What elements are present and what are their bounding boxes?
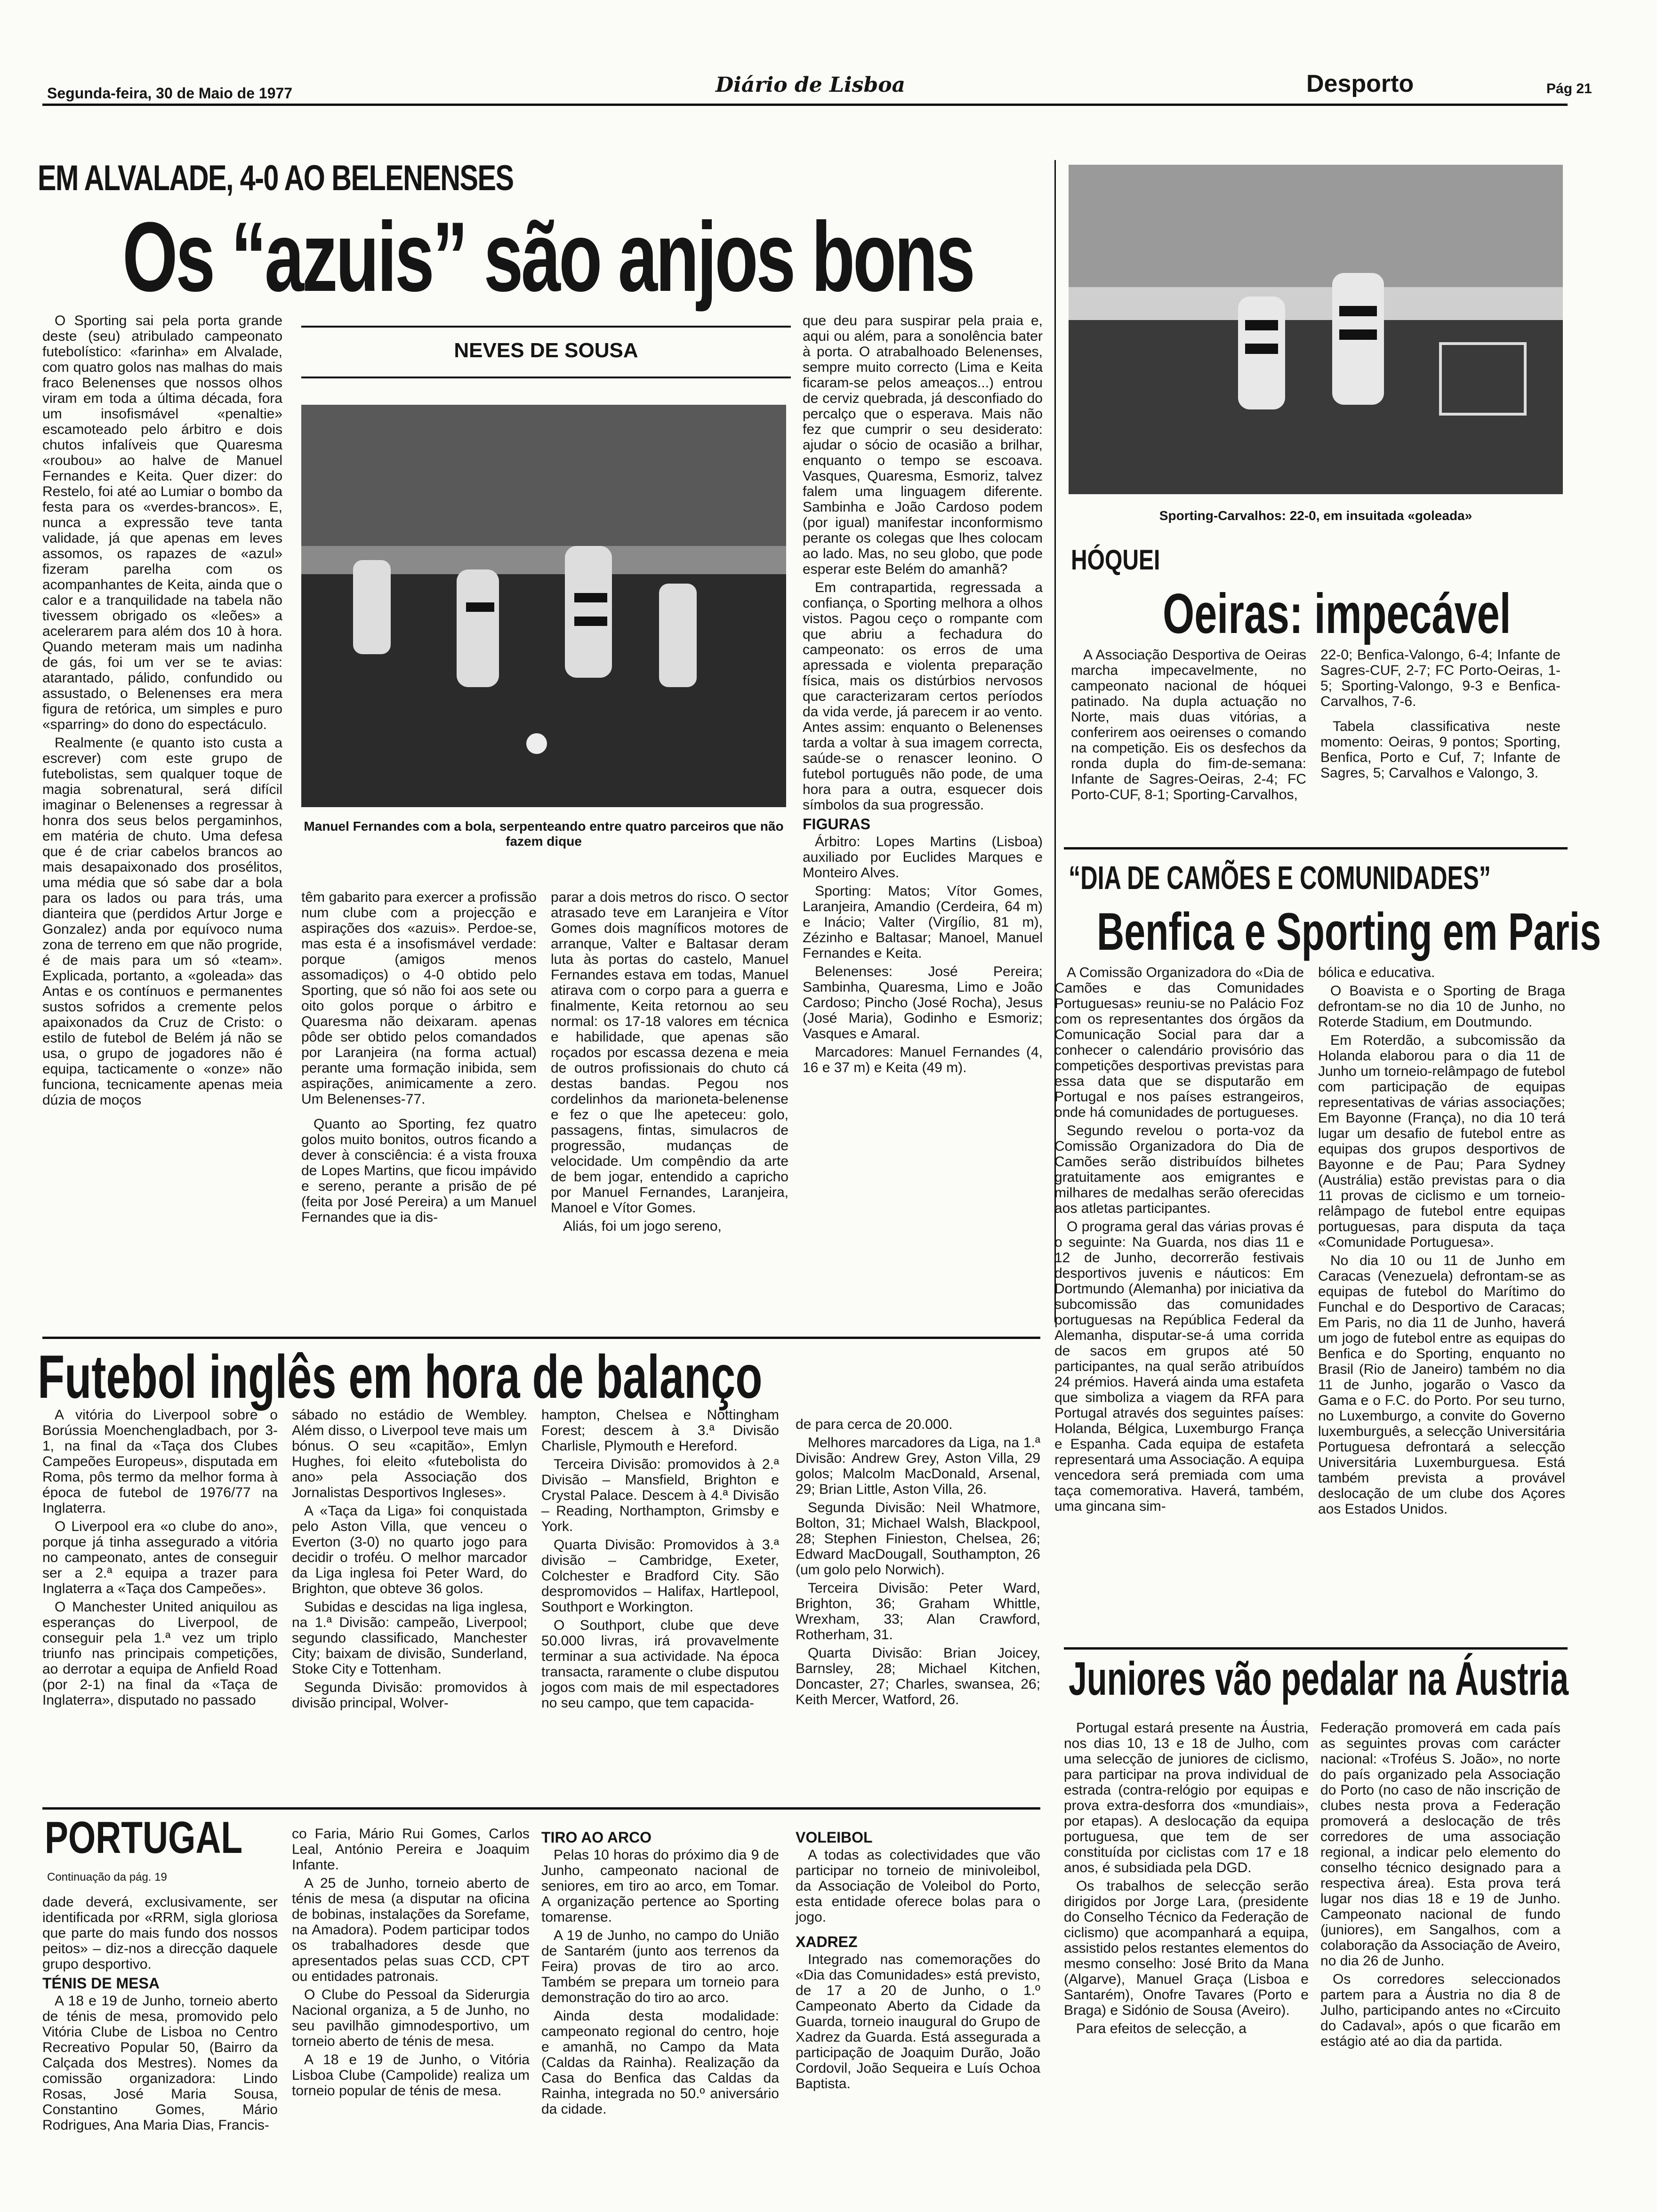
header-rule [42,104,1568,106]
section-name: Desporto [1306,70,1414,97]
paragraph: Quanto ao Sporting, fez quatro golos muito bonitos, outros ficando a dever à consciência: é a vista frouxa de Lopes Martins, que ficou impávido e sereno, perante a prisão de pé (feita por José Pereira) a um Manuel Fernandes que ia dis- [301,1116,537,1225]
paragraph: de para cerca de 20.000. [796,1417,953,1432]
figuras-line: Árbitro: Lopes Martins (Lisboa) auxiliado por Euclides Marques e Monteiro Alves. [803,834,1043,881]
paragraph: que deu para suspirar pela praia e, aqui ou além, para a sonolência bater à porta. O atrabalhoado Belenenses, sempre muito correcto (Lima e Keita ficaram-se pelos ameaços...) entrou de cerviz quebrada, já desconfiado do percalço que o esperava. Mais não fez que cumprir o seu desiderato: ajudar o sócio de ocasião a brilhar, enquanto o tempo se escoava. Vasques, Quaresma, Esmoriz, talvez falem uma linguagem diferente. Sambinha e João Cardoso podem (por igual) manifestar inconformismo perante os colegas que lhes colocam ao lado. Mas, no seu globo, que pode esperar este Belém do amanhã? [803,313,1043,577]
paragraph: O programa geral das várias provas é o seguinte: Na Guarda, nos dias 11 e 12 de Junho, decorrerão festivais desportivos juvenis e náuticos: Em Dortmundo (Alemanha) por iniciativa da subcomissão das comunidades portuguesas na República Federal da Alemanha, disputar-se-á uma corrida de sacos em grupos até 50 participantes, na qual serão atribuídos 24 prémios. Haverá ainda uma estafeta que simboliza a viagem da RFA para Portugal através dos seguintes países: Holanda, Bélgica, Luxemburgo França e Espanha. Cada equipa de estafeta representará uma Associação. A equipa vencedora será premiada com uma taça comemorativa. Haverá, também, uma gincana sim- [1054,1219,1304,1514]
section-rule [42,1807,1040,1810]
hockey-col-b [1320,647,1560,784]
paragraph: Para efeitos de selecção, a [1076,2021,1247,2036]
camoes-col-a [1054,965,1304,1517]
paragraph: Integrado nas comemorações do «Dia das Comunidades» está previsto, de 17 a 20 de Junho, o 1.º Campeonato Aberto da Cidade da Guarda, torneio inaugural do Grupo de Xadrez da Guarda. Está assegurada a participação de Joaquim Durão, João Cordovil, João Sequeira e Luís Ochoa Baptista. [796,1952,1040,2092]
main-col-2a [301,890,537,1228]
xadrez-heading: XADREZ [796,1933,858,1950]
figuras-heading: FIGURAS [803,816,870,833]
paragraph: Em Roterdão, a subcomissão da Holanda elaborou para o dia 11 de Junho um torneio-relâmpago de futebol com participação de equipas representativas de várias associações; Em Bayonne (França), no dia 10 terá lugar um desafio de futebol entre as equipas dos grupos desportivos de Bayonne e de Pau; Para Sydney (Austrália) estão previstas para o dia 11 provas de ciclismo e um torneio-relâmpago de futebol entre equipas portuguesas, para disputa da taça «Comunidade Portuguesa». [1318,1033,1565,1250]
paragraph: dade deverá, exclusivamente, ser identificada por «RRM, sigla gloriosa que parte do mais fundo dos nossos peitos» – diz-nos a direcção daquele grupo desportivo. [42,1894,278,1972]
match-photo [301,405,786,807]
portugal-col-4 [796,1826,1040,2094]
hockey-title: Oeiras: impecável [1163,582,1511,645]
paragraph: 22-0; Benfica-Valongo, 6-4; Infante de Sagres-CUF, 2-7; FC Porto-Oeiras, 1-5; Sporting-Valongo, 9-3 e Benfica-Carvalhos, 7-6. [1320,647,1560,709]
paragraph: hampton, Chelsea e Nottingham Forest; descem à 3.ª Divisão Charlisle, Plymouth e Hereford. [541,1407,779,1454]
paragraph: co Faria, Mário Rui Gomes, Carlos Leal, António Pereira e Joaquim Infante. [292,1826,530,1873]
figuras-line: Sporting: Matos; Vítor Gomes, Laranjeira, Amandio (Cerdeira, 64 m) e Inácio; Valter (Virgílio, 81 m), Zézinho e Baltasar; Manoel, Manuel Fernandes e Keita. [803,883,1043,961]
figuras-line: Marcadores: Manuel Fernandes (4, 16 e 37 m) e Keita (49 m). [803,1044,1043,1075]
paragraph: Subidas e descidas na liga inglesa, na 1.ª Divisão: campeão, Liverpool; segundo classificado, Manchester City; baixam de divisão, Sunderland, Stoke City e Tottenham. [292,1599,527,1677]
paragraph: bólica e educativa. [1318,965,1435,980]
paragraph: O Clube do Pessoal da Siderurgia Nacional organiza, a 5 de Junho, no seu pavilhão gimnodesportivo, um torneio aberto de ténis de mesa. [292,1987,530,2049]
paragraph: Segundo revelou o porta-voz da Comissão Organizadora do Dia de Camões serão distribuídos bilhetes gratuitamente aos emigrantes e milhares de medalhas serão oferecidas aos atletas participantes. [1054,1123,1304,1216]
main-title: Os “azuis” são anjos bons [122,201,973,312]
paragraph: A 18 e 19 de Junho, torneio aberto de ténis de mesa, promovido pelo Vitória Clube de Lisboa no Centro Recreativo Popular 50, (Bairro da Calçada dos Mestres). Nomes da comissão organizadora: Lindo Rosas, José Maria Sousa, Constantino Gomes, Mário Rodrigues, Ana Maria Dias, Francis- [42,1993,278,2133]
author-byline: NEVES DE SOUSA [454,339,638,362]
section-rule [1064,847,1568,850]
masthead: Diário de Lisboa [716,73,906,97]
paragraph: A Associação Desportiva de Oeiras marcha impecavelmente, no campeonato nacional de hóquei patinado. Na dupla actuação no Norte, mais duas vitórias, a conferirem aos oeirenses o comando na competição. Eis os desfechos da ronda dupla do fim-de-semana: Infante de Sagres-Oeiras, 2-4; FC Porto-CUF, 8-1; Sporting-Carvalhos, [1071,647,1306,802]
paragraph: O Southport, clube que deve 50.000 livras, irá provavelmente terminar a sua actividade. Na época transacta, raramente o clube disputou jogos com mais de mil espectadores no seu campo, que tem capacida- [541,1618,779,1711]
juniores-col-b [1320,1720,1560,2052]
ingles-col-2 [292,1407,527,1714]
paragraph: Quarta Divisão: Brian Joicey, Barnsley, 28; Michael Kitchen, Doncaster, 27; Charles, swansea, 26; Keith Mercer, Watford, 26. [796,1645,1040,1707]
continuation-note: Continuação da pág. 19 [47,1871,167,1883]
paragraph: A vitória do Liverpool sobre o Borússia Moenchengladbach, por 3-1, na final da «Taça dos Clubes Campeões Europeus», disputada em Roma, pôs termo da melhor forma à época de futebol de 1976/77 na Inglaterra. [42,1407,278,1516]
paragraph: Quarta Divisão: Promovidos à 3.ª divisão – Cambridge, Exeter, Colchester e Bradford City. São despromovidos – Halifax, Hartlepool, Southport e Workington. [541,1537,779,1615]
ingles-title: Futebol inglês em hora de balanço [38,1342,763,1411]
paragraph: O Boavista e o Sporting de Braga defrontam-se no dia 10 de Junho, no Roterde Stadium, em Doutmundo. [1318,983,1565,1030]
photo-caption: Manuel Fernandes com a bola, serpenteando entre quatro parceiros que não fazem dique [304,819,784,849]
paragraph: Os trabalhos de selecção serão dirigidos por Jorge Lara, (presidente do Conselho Técnico da Federação de ciclismo) que acompanhará a equipa, assistido pelos restantes elementos do mesmo conselho: José Brito da Mana (Algarve), Manuel Graça (Lisboa e Santarém), Onofre Tavares (Porto e Braga) e Sidónio de Sousa (Aveiro). [1064,1878,1309,2018]
main-kicker: EM ALVALADE, 4-0 AO BELENENSES [38,158,514,198]
paragraph: Federação promoverá em cada país as seguintes provas com carácter nacional: «Troféus S. João», no norte do país organizado pela Associação do Porto (no caso de não inscrição de clubes nesta prova a Federação promoverá a deslocação de três corredores de uma associação regional, a indicar pelo elemento do conselho técnico designado para a respectiva área). Esta prova terá lugar nos dias 18 e 19 de Junho. Campeonato nacional de fundo (juniores), em Sangalhos, com a colaboração da Associação de Aveiro, no dia 26 de Junho. [1320,1720,1560,1969]
figuras-line: Belenenses: José Pereira; Sambinha, Quaresma, Limo e João Cardoso; Pincho (José Rocha), Jesus (José Maria), Godinho e Esmoriz; Vasques e Amaral. [803,964,1043,1042]
paragraph: têm gabarito para exercer a profissão num clube com a projecção e aspirações dos «azuis». Perdoe-se, mas esta é a insofismável verdade: porque (amigos menos assomadiços) o 4-0 obtido pelo Sporting, que só não foi aos sete ou oito golos porque o árbitro e Quaresma não deixaram. apenas pôde ser obtido pelos comandados por Laranjeira (na forma actual) perante uma formação inibida, sem aspirações, animicamente a zero. Um Belenenses-77. [301,890,537,1107]
paragraph: A 25 de Junho, torneio aberto de ténis de mesa (a disputar na oficina de bobinas, instalações da Sorefame, na Amadora). Podem participar todos os trabalhadores desde que apresentados pelas suas CCD, CPT ou entidades patronais. [292,1875,530,1984]
paragraph: Aliás, foi um jogo sereno, [563,1218,722,1234]
ingles-col-4 [796,1417,1040,1710]
portugal-title: PORTUGAL [45,1812,243,1863]
author-rule-top [301,326,791,328]
paragraph: Segunda Divisão: promovidos à divisão principal, Wolver- [292,1680,527,1711]
paragraph: A 19 de Junho, no campo do União de Santarém (junto aos terrenos da Feira) provas de tiro ao arco. Também se prepara um torneio para demonstração do tiro ao arco. [541,1928,779,2005]
football-photo-illustration [301,405,786,807]
hockey-photo-caption: Sporting-Carvalhos: 22-0, em insuitada «goleada» [1159,508,1472,523]
paragraph: sábado no estádio de Wembley. Além disso, o Liverpool teve mais um bónus. O seu «capitão», Emlyn Hughes, foi eleito «futebolista do ano» pela Associação dos Jornalistas Desportivos Ingleses». [292,1407,527,1500]
page-date: Segunda-feira, 30 de Maio de 1977 [47,85,293,102]
paragraph: O Manchester United aniquilou as esperanças do Liverpool, de conseguir pela 1.ª vez um triplo triunfo nas principais competições, ao derrotar a equipa de Anfield Road (por 2-1) na final da «Taça de Inglaterra», disputado no passado [42,1599,278,1708]
paragraph: A 18 e 19 de Junho, o Vitória Lisboa Clube (Campolide) realiza um torneio popular de ténis de mesa. [292,2052,530,2099]
paragraph: Pelas 10 horas do próximo dia 9 de Junho, campeonato nacional de seniores, em tiro ao arco, em Tomar. A organização pertence ao Sporting tomarense. [541,1847,779,1925]
paragraph: Terceira Divisão: promovidos à 2.ª Divisão – Mansfield, Brighton e Crystal Palace. Descem à 4.ª Divisão – Reading, Northampton, Grimsby e York. [541,1457,779,1534]
section-rule [1064,1647,1568,1650]
camoes-kicker: “DIA DE CAMÕES E COMUNIDADES” [1069,859,1491,896]
portugal-col-3 [541,1826,779,2120]
paragraph: A Comissão Organizadora do «Dia de Camões e das Comunidades Portuguesas» reuniu-se no Palácio Foz com os representantes dos órgãos da Comunicação Social para dar a conhecer o calendário provisório das competições desportivas previstas para essa data que se disputarão em Portugal e nos países estrangeiros, onde há comunidades de portugueses. [1054,965,1304,1120]
ingles-col-1 [42,1407,278,1711]
main-col-1 [42,313,282,1111]
voleibol-heading: VOLEIBOL [796,1829,873,1846]
ingles-col-3 [541,1407,779,1714]
paragraph: Ainda desta modalidade: campeonato regional do centro, hoje e amanhã, no Campo da Mata (Caldas da Rainha). Realização da Casa do Benfica das Caldas da Rainha, integrada no 50.º aniversário da cidade. [541,2008,779,2117]
juniores-title: Juniores vão pedalar na Áustria [1069,1652,1569,1705]
hockey-col-a [1071,647,1306,805]
hockey-kicker: HÓQUEI [1071,544,1160,576]
tenis-heading: TÉNIS DE MESA [42,1975,160,1992]
paragraph: O Sporting sai pela porta grande deste (seu) atribulado campeonato futebolístico: «farinha» em Alvalade, com quatro golos nas malhas do mais fraco Belenenses que nossos olhos viram em toda a última década, fora um insofismável «penaltie» escamoteado pelo árbitro e dois chutos infalíveis que Quaresma «roubou» ao halve de Manuel Fernandes e Keita. Quer dizer: do Restelo, foi até ao Lumiar o bombo da festa para os «verdes-brancos». E, nunca a expressão teve tanta validade, já que apenas em leves assomos, os rapazes de «azul» fizeram parelha com os acompanhantes de Keita, ainda que o calor e a tranquilidade na tabela não tivessem obrigado os «leões» a acelerarem para além dos 10 à hora. Quando meteram mais um nadinha de gás, foi um ver se te avias: atarantado, pálido, confundido ou assustado, o Belenenses era mera figura de retórica, um simples e puro «sparring» do dono do espectáculo. [42,313,282,732]
page-number: Pág 21 [1546,81,1592,96]
paragraph: A todas as colectividades que vão participar no torneio de minivoleibol, da Associação de Voleibol do Porto, esta entidade oferece bolas para o jogo. [796,1847,1040,1925]
tiro-heading: TIRO AO ARCO [541,1829,652,1846]
section-rule [42,1337,1040,1339]
paragraph: parar a dois metros do risco. O sector atrasado teve em Laranjeira e Vítor Gomes dois magníficos motores de arranque, Valter e Baltasar deram luta às portas do castelo, Manuel Fernandes estava em todas, Manuel atirava com o corpo para a guerra e finalmente, Keita retornou ao seu normal: os 17-18 valores em técnica e habilidade, que apenas são roçados por escassa dezena e meia de outros profissionais do chuto cá destas bandas. Pegou nos cordelinhos da marioneta-belenense e fez o que lhe apeteceu: golo, passagens, fintas, simulacros de progressão, mudanças de velocidade. Um compêndio da arte de bem jogar, entendido a capricho por Manuel Fernandes, Laranjeira, Manoel e Vítor Gomes. [551,890,788,1216]
main-col-3 [803,313,1043,1078]
paragraph: Tabela classificativa neste momento: Oeiras, 9 pontos; Sporting, Benfica, Porto e Cuf, 7; Infante de Sagres, 5; Carvalhos e Valongo, 3. [1320,719,1560,781]
paragraph: Segunda Divisão: Neil Whatmore, Bolton, 31; Michael Walsh, Blackpool, 28; Stephen Finieston, Chelsea, 26; Edward MacDougall, Southampton, 26 (um golo pelo Norwich). [796,1500,1040,1578]
paragraph: Realmente (e quanto isto custa a escrever) com este grupo de futebolistas, sem qualquer toque de magia sobrenatural, será difícil imaginar o Belenenses a regressar à honra dos seus belos pergaminhos, em matéria de chuto. Uma defesa que é de criar cabelos brancos ao mais desapaixonado dos prosélitos, uma média que só sabe dar a bola para os lados ou para trás, uma dianteira que (perdidos Artur Jorge e Gonzalez) anda por equívoco numa zona de terreno em que não progride, é de mais para um só «team». Explicada, portanto, a «goleada» das Antas e os contínuos e permanentes sustos sofridos a cremente pelos apaixonados da Cruz de Cristo: o estilo de futebol de Belém já não se usa, o grupo de jogadores não é equipa, tacticamente o «onze» não funciona, tecnicamente apenas meia dúzia de moços [42,735,282,1108]
paragraph: Os corredores seleccionados partem para a Áustria no dia 8 de Julho, participando antes no «Circuito do Cadaval», após o que ficarão em estágio até ao dia da partida. [1320,1972,1560,2049]
portugal-col-2 [292,1826,530,2101]
camoes-title: Benfica e Sporting em Paris [1097,902,1601,961]
main-col-2b [551,890,788,1237]
paragraph: Terceira Divisão: Peter Ward, Brighton, 36; Graham Whittle, Wrexham, 33; Alan Crawford, Rotherham, 31. [796,1580,1040,1643]
author-rule-bottom [301,377,791,378]
camoes-col-b [1318,965,1565,1520]
hockey-photo-illustration [1069,165,1563,494]
paragraph: Em contrapartida, regressada a confiança, o Sporting melhora a olhos vistos. Pagou ceço o rompante com que abriu a fechadura do campeonato: os erros de uma apressada e violenta preparação física, mais os distúrbios nervosos que caracterizaram certos períodos da vida verde, já parecem ir ao vento. Antes assim: enquanto o Belenenses tarda a voltar à sua imagem correcta, saúde-se o renascer leonino. O futebol português não pode, de uma hora para a outra, esquecer dois símbolos da sua progressão. [803,580,1043,813]
portugal-col-1 [42,1894,278,2136]
hockey-photo [1069,165,1563,494]
juniores-col-a [1064,1720,1309,2039]
paragraph: No dia 10 ou 11 de Junho em Caracas (Venezuela) defrontam-se as equipas de futebol do Marítimo do Funchal e do Desportivo de Caracas; Em Paris, no dia 11 de Junho, haverá um jogo de futebol entre as equipas do Benfica e do Sporting, enquanto no Brasil (Rio de Janeiro) também no dia 11 de Junho, jogarão o Vasco da Gama e o F.C. do Porto. Por seu turno, no Luxemburgo, a convite do Governo luxemburguês, a selecção Universitária Portuguesa defrontará a selecção Universitária Luxemburguesa. Está também prevista a provável deslocação de um clube dos Açores aos Estados Unidos. [1318,1253,1565,1517]
paragraph: Portugal estará presente na Áustria, nos dias 10, 13 e 18 de Julho, com uma selecção de juniores de ciclismo, para participar na prova individual de estrada (contra-relógio por equipas e prova extra-desforra dos «mundiais», por etapas). A deslocação da equipa portuguesa, que tem de ser constituída por ciclistas com 17 e 18 anos, é subsidiada pela DGD. [1064,1720,1309,1875]
paragraph: A «Taça da Liga» foi conquistada pelo Aston Villa, que venceu o Everton (3-0) no quarto jogo para decidir o troféu. O melhor marcador da Liga inglesa foi Peter Ward, do Brighton, que obteve 36 golos. [292,1503,527,1596]
paragraph: O Liverpool era «o clube do ano», porque já tinha assegurado a vitória no campeonato, antes de conseguir ser a 2.ª equipa a trazer para Inglaterra a «Taça dos Campeões». [42,1519,278,1596]
paragraph: Melhores marcadores da Liga, na 1.ª Divisão: Andrew Grey, Aston Villa, 29 golos; Malcolm MacDonald, Arsenal, 29; Brian Little, Aston Villa, 26. [796,1435,1040,1497]
